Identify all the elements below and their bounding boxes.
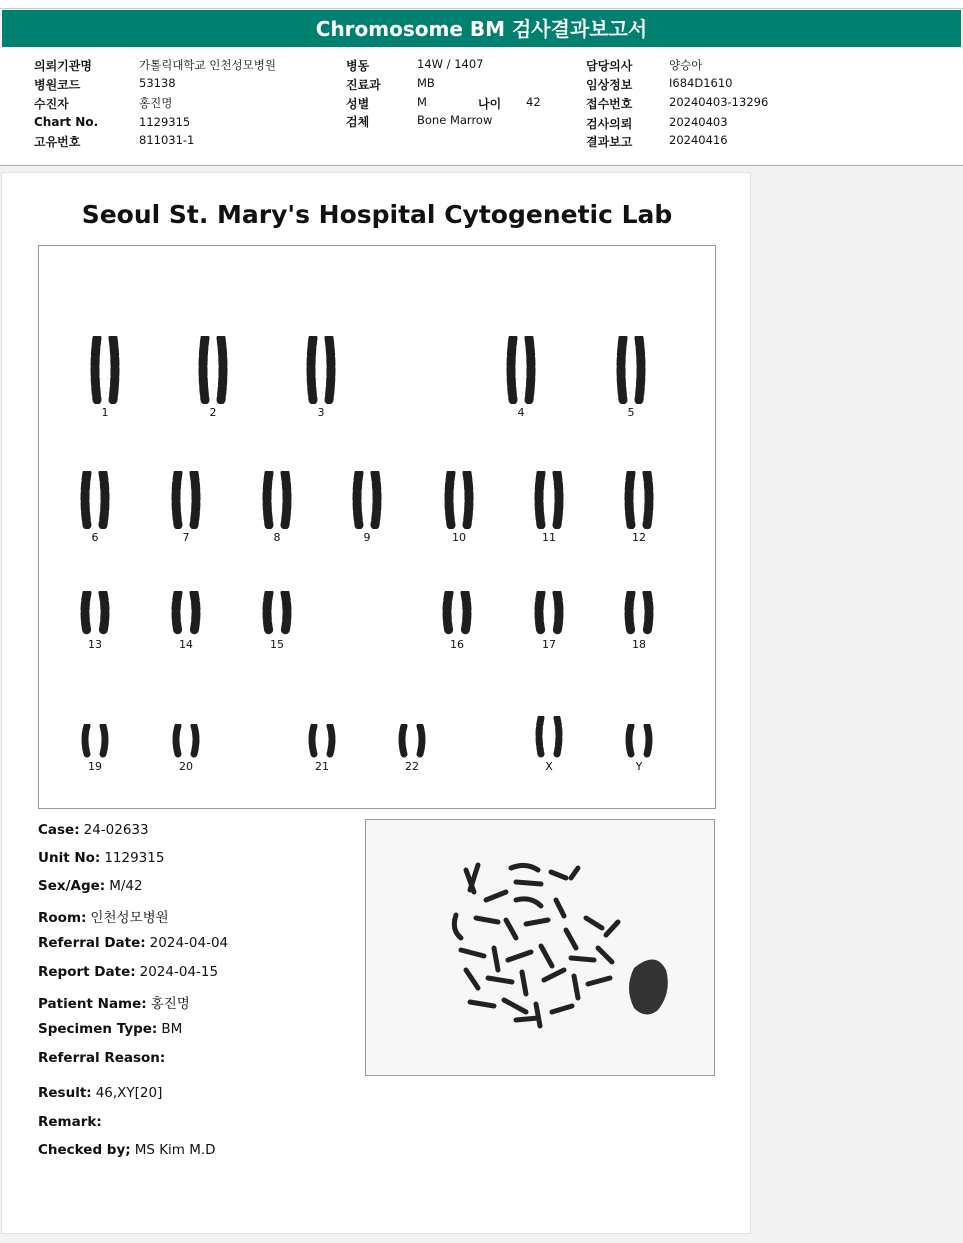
chromosome-pair-5 [601,336,661,422]
chromosome-pair-drawing-12 [609,471,669,529]
patient-info-block [0,48,963,166]
unit-row [38,850,164,866]
doctor-label: 담당의사 [586,59,633,73]
chromosome-7-2 [194,473,196,525]
chromosome-pair-13 [65,591,125,654]
chromosome-pair-drawing-20 [156,724,216,758]
chromosome-pair-20 [156,724,216,776]
chromosome-18-2 [647,593,649,632]
chromosome-10-1 [449,473,451,525]
chromosome-label-12: 12 [632,531,646,544]
unique-label: 고유번호 [34,135,81,149]
room-value: 인천성모병원 [90,910,169,926]
result-value: 46,XY[20] [95,1085,163,1101]
ward-value: 14W / 1407 [417,57,484,71]
chromosome-pair-drawing-11 [519,471,579,529]
unit-label: Unit No: [38,850,101,866]
chromosome-pair-17 [519,591,579,654]
chart-label: Chart No. [34,115,99,129]
chromosome-20-2 [194,726,196,754]
patient-value: 홍진명 [139,96,173,110]
chromosome-2-1 [203,338,205,400]
clinical-label: 임상정보 [586,78,633,92]
request-label: 검사의뢰 [586,117,633,131]
chromosome-21-2 [330,726,332,754]
chromosome-pair-15 [247,591,307,654]
chromosome-pair-21 [292,724,352,776]
sex-label: 성별 [346,97,370,111]
chromosome-pair-drawing-4 [491,336,551,404]
chromosome-15-2 [285,593,287,632]
chromosome-pair-drawing-7 [156,471,216,529]
chromosome-pair-1 [75,336,135,422]
age-label: 나이 [478,97,502,111]
chromosome-11-1 [539,473,541,525]
chromosome-label-2: 2 [209,406,217,419]
chromosome-1-1 [95,338,97,400]
case-value: 24-02633 [83,822,149,838]
chromosome-pair-drawing-16 [427,591,487,636]
metaphase-spread-drawing [366,820,714,1075]
chromosome-label-5: 5 [627,406,635,419]
metaphase-spread-image [365,819,715,1076]
chromosome-pair-drawing-17 [519,591,579,636]
checked-row [38,1142,216,1158]
referral-date-label: Referral Date: [38,935,146,951]
lab-title: Seoul St. Mary's Hospital Cytogenetic Lab [81,200,673,229]
chromosome-label-17: 17 [542,638,556,651]
checked-label: Checked by; [38,1142,131,1158]
chromosome-label-18: 18 [632,638,646,651]
unique-value: 811031-1 [139,133,195,147]
chromosome-pair-drawing-6 [65,471,125,529]
chromosome-8-2 [285,473,287,525]
chromosome-pair-drawing-13 [65,591,125,636]
chromosome-pair-drawing-10 [429,471,489,529]
chromosome-pair-2 [183,336,243,422]
remark-label: Remark: [38,1114,102,1130]
chromosome-20-1 [176,726,178,754]
chromosome-4-1 [511,338,513,400]
patient-name-row [38,992,190,1012]
chromosome-pair-drawing-8 [247,471,307,529]
chromosome-pair-drawing-5 [601,336,661,404]
chromosome-label-20: 20 [179,760,193,773]
remark-row [38,1114,106,1130]
chromosome-pair-drawing-3 [291,336,351,404]
chromosome-label-3: 3 [317,406,325,419]
unit-value: 1129315 [104,850,165,866]
chromosome-13-2 [103,593,105,632]
chromosome-5-2 [639,338,641,400]
specimen-label: 검체 [346,115,370,129]
request-value: 20240403 [669,115,728,129]
ward-label: 병동 [346,59,370,73]
chromosome-21-1 [312,726,314,754]
chromosome-15-1 [267,593,269,632]
chart-value: 1129315 [139,115,191,129]
code-label: 병원코드 [34,78,81,92]
specimen-type-row [38,1021,182,1037]
chromosome-22-2 [420,726,422,754]
chromosome-8-1 [267,473,269,525]
specimen-type-label: Specimen Type: [38,1021,158,1037]
chromosome-pair-drawing-19 [65,724,125,758]
checked-value: MS Kim M.D [134,1142,216,1158]
chromosome-14-1 [176,593,178,632]
chromosome-pair-drawing-X [519,716,579,758]
age-value: 42 [526,95,541,109]
chromosome-pair-12 [609,471,669,547]
referral-date-row [38,935,228,951]
chromosome-pair-8 [247,471,307,547]
chromosome-pair-16 [427,591,487,654]
inst-label: 의뢰기관명 [34,59,92,73]
referral-reason-row [38,1050,169,1066]
chromosome-7-1 [176,473,178,525]
chromosome-X-2 [557,718,559,754]
dept-value: MB [417,76,435,90]
chromosome-16-2 [465,593,467,632]
chromosome-pair-drawing-15 [247,591,307,636]
chromosome-13-1 [85,593,87,632]
chromosome-pair-22 [382,724,442,776]
chromosome-12-1 [629,473,631,525]
code-value: 53138 [139,76,176,90]
chromosome-17-1 [539,593,541,632]
chromosome-9-1 [357,473,359,525]
result-date-value: 20240416 [669,133,728,147]
report-header-title: Chromosome BM 검사결과보고서 [2,10,961,47]
room-row [38,906,169,926]
chromosome-10-2 [467,473,469,525]
chromosome-label-14: 14 [179,638,193,651]
chromosome-label-4: 4 [517,406,525,419]
chromosome-pair-drawing-18 [609,591,669,636]
receipt-label: 접수번호 [586,97,633,111]
chromosome-label-Y: Y [635,760,643,773]
chromosome-label-1: 1 [101,406,109,419]
report-date-row [38,964,218,980]
chromosome-label-7: 7 [182,531,190,544]
chromosome-pair-drawing-1 [75,336,135,404]
chromosome-label-16: 16 [450,638,464,651]
chromosome-label-9: 9 [363,531,371,544]
referral-reason-label: Referral Reason: [38,1050,166,1066]
result-label: Result: [38,1085,92,1101]
cytogenetic-report-panel [1,172,751,1234]
chromosome-pair-18 [609,591,669,654]
sex-value: M [417,95,427,109]
chromosome-1-2 [113,338,115,400]
chromosome-14-2 [194,593,196,632]
referral-date-value: 2024-04-04 [149,935,229,951]
chromosome-18-1 [629,593,631,632]
karyotype-image [38,245,716,809]
chromosome-pair-6 [65,471,125,547]
chromosome-label-10: 10 [452,531,466,544]
chromosome-4-2 [529,338,531,400]
result-row [38,1085,162,1101]
clinical-value: I684D1610 [669,76,733,90]
chromosome-3-2 [329,338,331,400]
chromosome-16-1 [447,593,449,632]
chromosome-pair-Y [609,724,669,776]
chromosome-5-1 [621,338,623,400]
chromosome-pair-19 [65,724,125,776]
room-label: Room: [38,910,87,926]
chromosome-pair-3 [291,336,351,422]
case-label: Case: [38,822,80,838]
window-top-strip [0,0,963,9]
patient-label: 수진자 [34,97,69,111]
chromosome-19-1 [85,726,87,754]
doctor-value: 양승아 [669,58,703,72]
chromosome-pair-11 [519,471,579,547]
chromosome-label-8: 8 [273,531,281,544]
sexage-row [38,878,143,894]
receipt-value: 20240403-13296 [669,95,769,109]
specimen-value: Bone Marrow [417,113,493,127]
case-row [38,822,149,838]
chromosome-X-1 [539,718,541,754]
chromosome-pair-drawing-14 [156,591,216,636]
chromosome-pair-drawing-2 [183,336,243,404]
chromosome-17-2 [557,593,559,632]
result-date-label: 결과보고 [586,135,633,149]
chromosome-6-1 [85,473,87,525]
inst-value: 가톨릭대학교 인천성모병원 [139,58,276,72]
chromosome-pair-4 [491,336,551,422]
chromosome-pair-10 [429,471,489,547]
chromosome-pair-drawing-9 [337,471,397,529]
chromosome-Y-1 [629,726,631,754]
chromosome-label-11: 11 [542,531,556,544]
report-date-value: 2024-04-15 [139,964,219,980]
sexage-label: Sex/Age: [38,878,106,894]
chromosome-11-2 [557,473,559,525]
chromosome-2-2 [221,338,223,400]
patient-name-label: Patient Name: [38,996,147,1012]
chromosome-12-2 [647,473,649,525]
patient-name-value: 홍진명 [150,996,190,1012]
chromosome-Y-2 [647,726,649,754]
chromosome-label-19: 19 [88,760,102,773]
chromosome-label-13: 13 [88,638,102,651]
chromosome-22-1 [402,726,404,754]
chromosome-pair-9 [337,471,397,547]
chromosome-3-1 [311,338,313,400]
chromosome-pair-drawing-21 [292,724,352,758]
report-date-label: Report Date: [38,964,136,980]
chromosome-label-21: 21 [315,760,329,773]
specimen-type-value: BM [161,1021,183,1037]
chromosome-label-X: X [545,760,553,773]
chromosome-pair-drawing-Y [609,724,669,758]
sexage-value: M/42 [109,878,143,894]
chromosome-19-2 [103,726,105,754]
chromosome-6-2 [103,473,105,525]
chromosome-label-15: 15 [270,638,284,651]
chromosome-9-2 [375,473,377,525]
chromosome-label-22: 22 [405,760,419,773]
chromosome-pair-X [519,716,579,776]
chromosome-pair-drawing-22 [382,724,442,758]
chromosome-pair-7 [156,471,216,547]
chromosome-label-6: 6 [91,531,99,544]
chromosome-pair-14 [156,591,216,654]
dept-label: 진료과 [346,78,381,92]
